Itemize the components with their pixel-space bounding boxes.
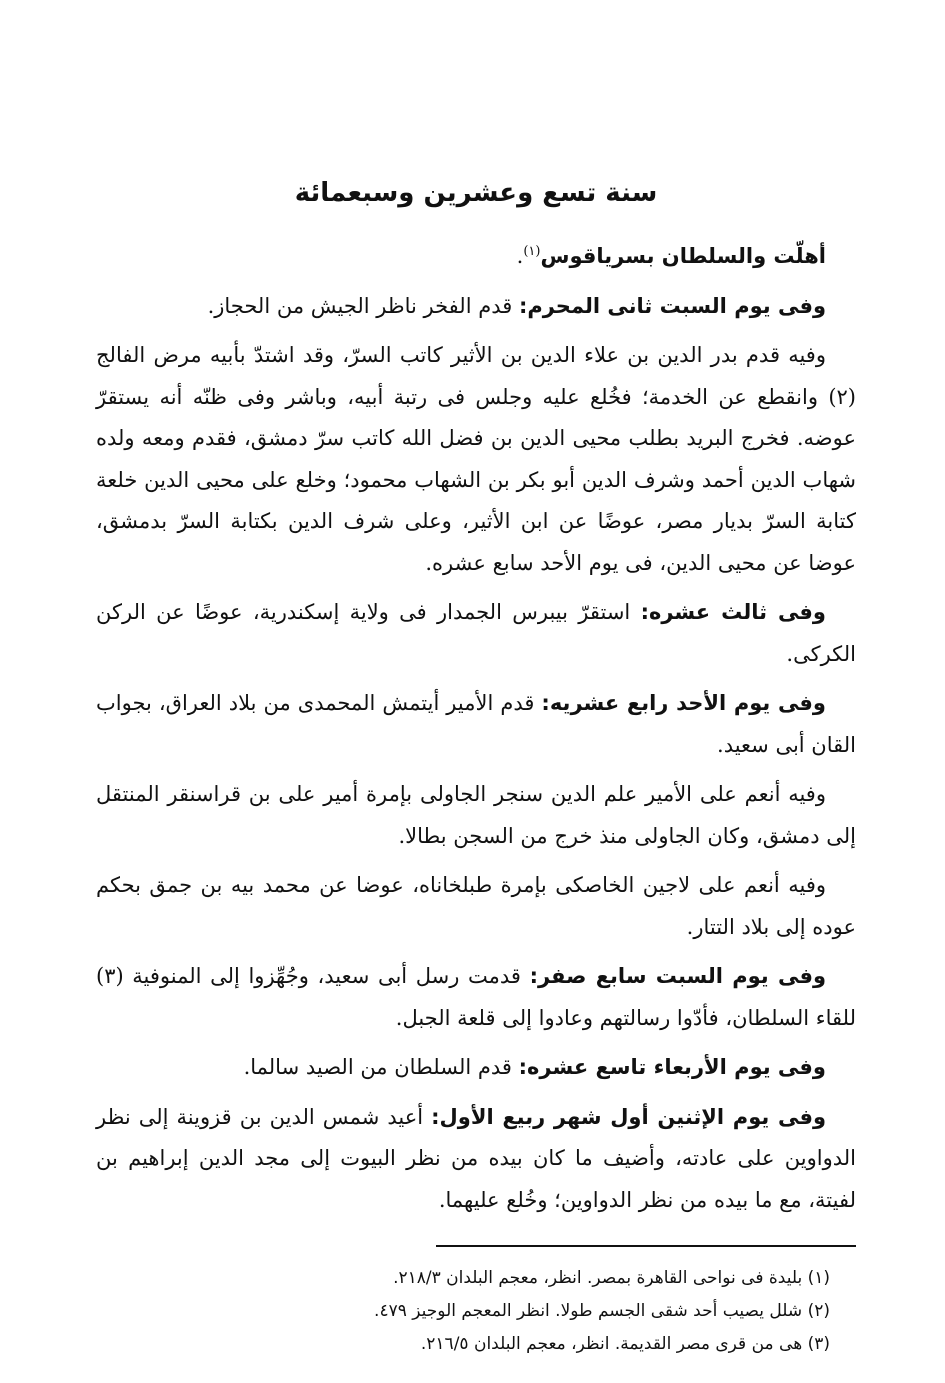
main-text: [96, 236, 856, 1229]
paragraph-lead: وفى يوم الأحد رابع عشريه:: [541, 691, 826, 715]
footnote-3: (٣) هى من قرى مصر القديمة. انظر، معجم البلدان ٢١٦/٥.: [420, 1334, 830, 1354]
paragraph-1: [96, 236, 856, 278]
paragraph-6: [96, 774, 856, 857]
footnotes: [96, 1262, 856, 1361]
footnote-ref: (١): [523, 244, 541, 259]
paragraph-lead: أهلّت والسلطان بسرياقوس: [540, 244, 826, 268]
paragraph-lead: وفى يوم الأربعاء تاسع عشره:: [518, 1055, 826, 1079]
footnote-divider: [436, 1245, 856, 1247]
paragraph-text: .: [516, 244, 524, 268]
paragraph-text: وفيه أنعم على الأمير علم الدين سنجر الجاولى بإمرة أمير على بن قراسنقر المنتقل إلى دمشق، وكان الجاولى منذ خرج من السجن بطالا.: [96, 782, 856, 848]
paragraph-8: [96, 956, 856, 1039]
paragraph-lead: وفى يوم السبت سابع صفر:: [529, 964, 826, 988]
paragraph-text: قدم الفخر ناظر الجيش من الحجاز.: [207, 293, 519, 318]
paragraph-5: [96, 683, 856, 766]
year-heading: سنة تسع وعشرين وسبعمائة: [294, 178, 658, 208]
paragraph-lead: وفى يوم السبت ثانى المحرم:: [518, 293, 826, 318]
paragraph-7: [96, 865, 856, 948]
footnote-1: (١) بليدة فى نواحى القاهرة بمصر. انظر، معجم البلدان ٢١٨/٣.: [393, 1268, 830, 1288]
paragraph-text: استقرّ بيبرس الجمدار فى ولاية إسكندرية، عوضًا عن الركن الكركى.: [96, 600, 856, 666]
paragraph-text: قدم الأمير أيتمش المحمدى من بلاد العراق، بجواب القان أبى سعيد.: [96, 691, 856, 757]
paragraph-text: وفيه أنعم على لاجين الخاصكى بإمرة طبلخاناه، عوضا عن محمد بيه بن جمق بحكم عوده إلى بلاد التتار.: [96, 873, 856, 939]
paragraph-2: [96, 286, 856, 328]
footnote-2: (٢) شلل يصيب أحد شقى الجسم طولا. انظر المعجم الوجيز ٤٧٩.: [374, 1301, 830, 1321]
paragraph-text: قدم السلطان من الصيد سالما.: [243, 1055, 519, 1079]
paragraph-lead: وفى ثالث عشره:: [640, 600, 826, 624]
paragraph-10: [96, 1097, 856, 1222]
paragraph-lead: وفى يوم الإثنين أول شهر ربيع الأول:: [431, 1104, 826, 1129]
paragraph-3: [96, 335, 856, 584]
document-page: [96, 0, 856, 1383]
paragraph-text: قدمت رسل أبى سعيد، وجُهِّزوا إلى المنوفية (٣) للقاء السلطان، فأدّوا رسالتهم وعادوا إلى قلعة الجبل.: [96, 964, 856, 1030]
paragraph-text: أعيد شمس الدين بن قزوينة إلى نظر الدواوين على عادته، وأضيف ما كان بيده من نظر البيوت إلى مجد الدين إبراهيم بن لفيتة، مع ما بيده من نظر الدواوين؛ وخُلع عليهما.: [96, 1104, 856, 1212]
paragraph-text: وفيه قدم بدر الدين بن علاء الدين بن الأثير كاتب السرّ، وقد اشتدّ بأبيه مرض الفالج (٢) وانقطع عن الخدمة؛ فخُلع عليه وجلس فى رتبة أبيه، وباشر وفى ظنّه أنه يستقرّ عوضه. فخرج البريد بطلب محيى الدين بن فضل الله كاتب سرّ دمشق، فقدم ومعه ولده شهاب الدين أحمد وشرف الدين أبو بكر بن الشهاب محمود؛ وخلع على محيى الدين خلعة كتابة السرّ بديار مصر، عوضًا عن ابن الأثير، وعلى شرف الدين بكتابة السرّ بدمشق، عوضا عن محيى الدين، فى يوم الأحد سابع عشره.: [96, 343, 856, 575]
paragraph-4: [96, 592, 856, 675]
paragraph-9: [96, 1047, 856, 1089]
